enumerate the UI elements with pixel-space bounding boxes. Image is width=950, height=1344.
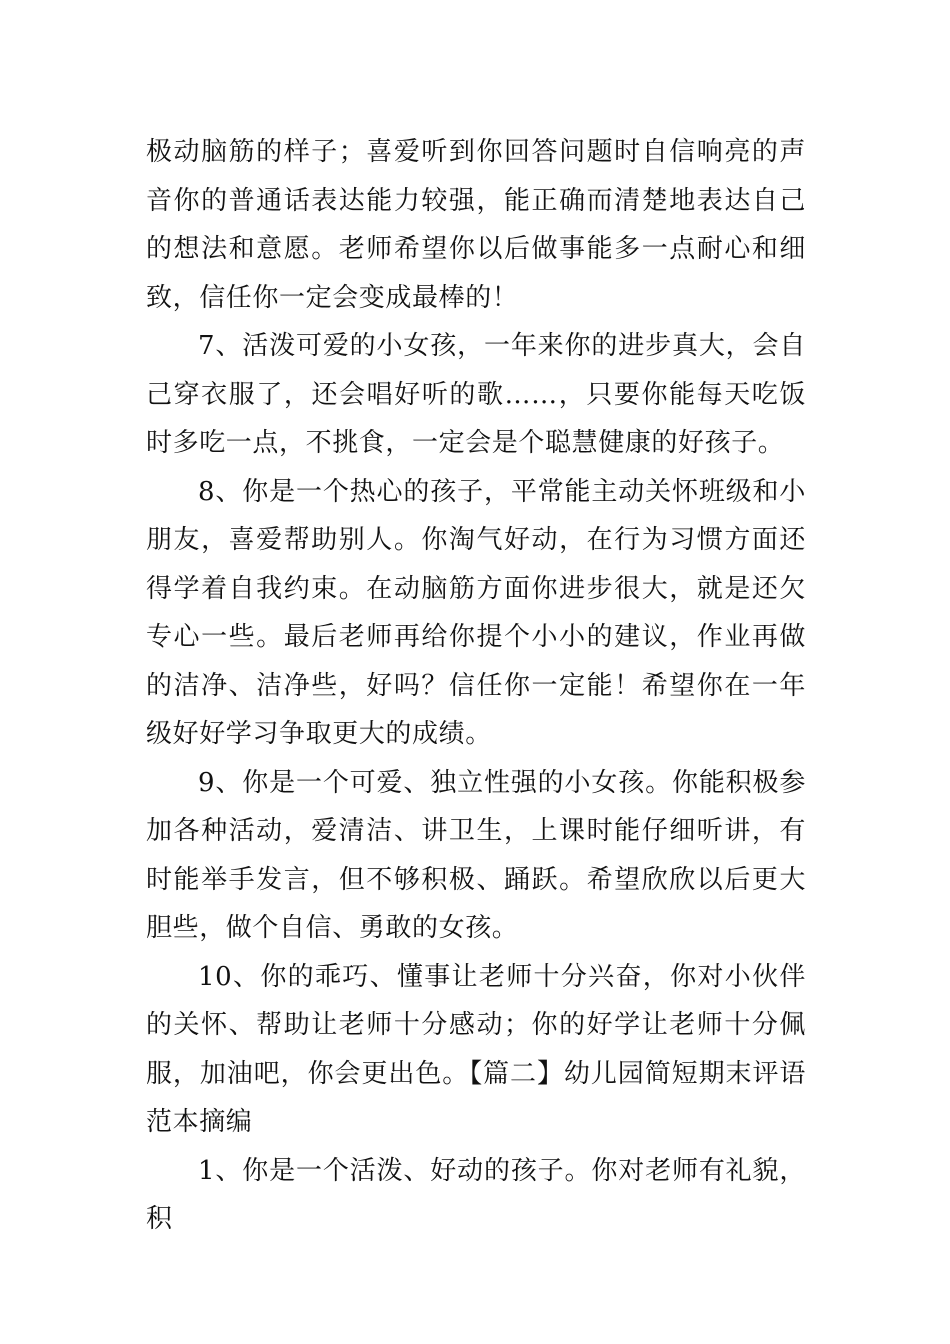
paragraph-part2-item-1: 1、你是一个活泼、好动的孩子。你对老师有礼貌，积 <box>146 1155 806 1234</box>
paragraph-item-8: 8、你是一个热心的孩子，平常能主动关怀班级和小朋友，喜爱帮助别人。你淘气好动，在行为习惯方面还得学着自我约束。在动脑筋方面你进步很大，就是还欠专心一些。最后老师再给你提个小小的建议，作业再做的洁净、洁净些，好吗？信任你一定能！希望你在一年级好好学习争取更大的成绩。 <box>146 476 806 749</box>
paragraph-item-9: 9、你是一个可爱、独立性强的小女孩。你能积极参加各种活动，爱清洁、讲卫生，上课时能仔细听讲，有时能举手发言，但不够积极、踊跃。希望欣欣以后更大胆些，做个自信、勇敢的女孩。 <box>146 767 806 943</box>
paragraph-continuation: 极动脑筋的样子；喜爱听到你回答问题时自信响亮的声音你的普通话表达能力较强，能正确而清楚地表达自己的想法和意愿。老师希望你以后做事能多一点耐心和细致，信任你一定会变成最棒的！ <box>146 137 806 313</box>
paragraph-item-10: 10、你的乖巧、懂事让老师十分兴奋，你对小伙伴的关怀、帮助让老师十分感动；你的好学让老师十分佩服，加油吧，你会更出色。【篇二】幼儿园简短期末评语范本摘编 <box>146 961 806 1137</box>
document-body <box>146 128 806 1244</box>
paragraph-item-7: 7、活泼可爱的小女孩，一年来你的进步真大，会自己穿衣服了，还会唱好听的歌……，只要你能每天吃饭时多吃一点，不挑食，一定会是个聪慧健康的好孩子。 <box>146 331 806 458</box>
